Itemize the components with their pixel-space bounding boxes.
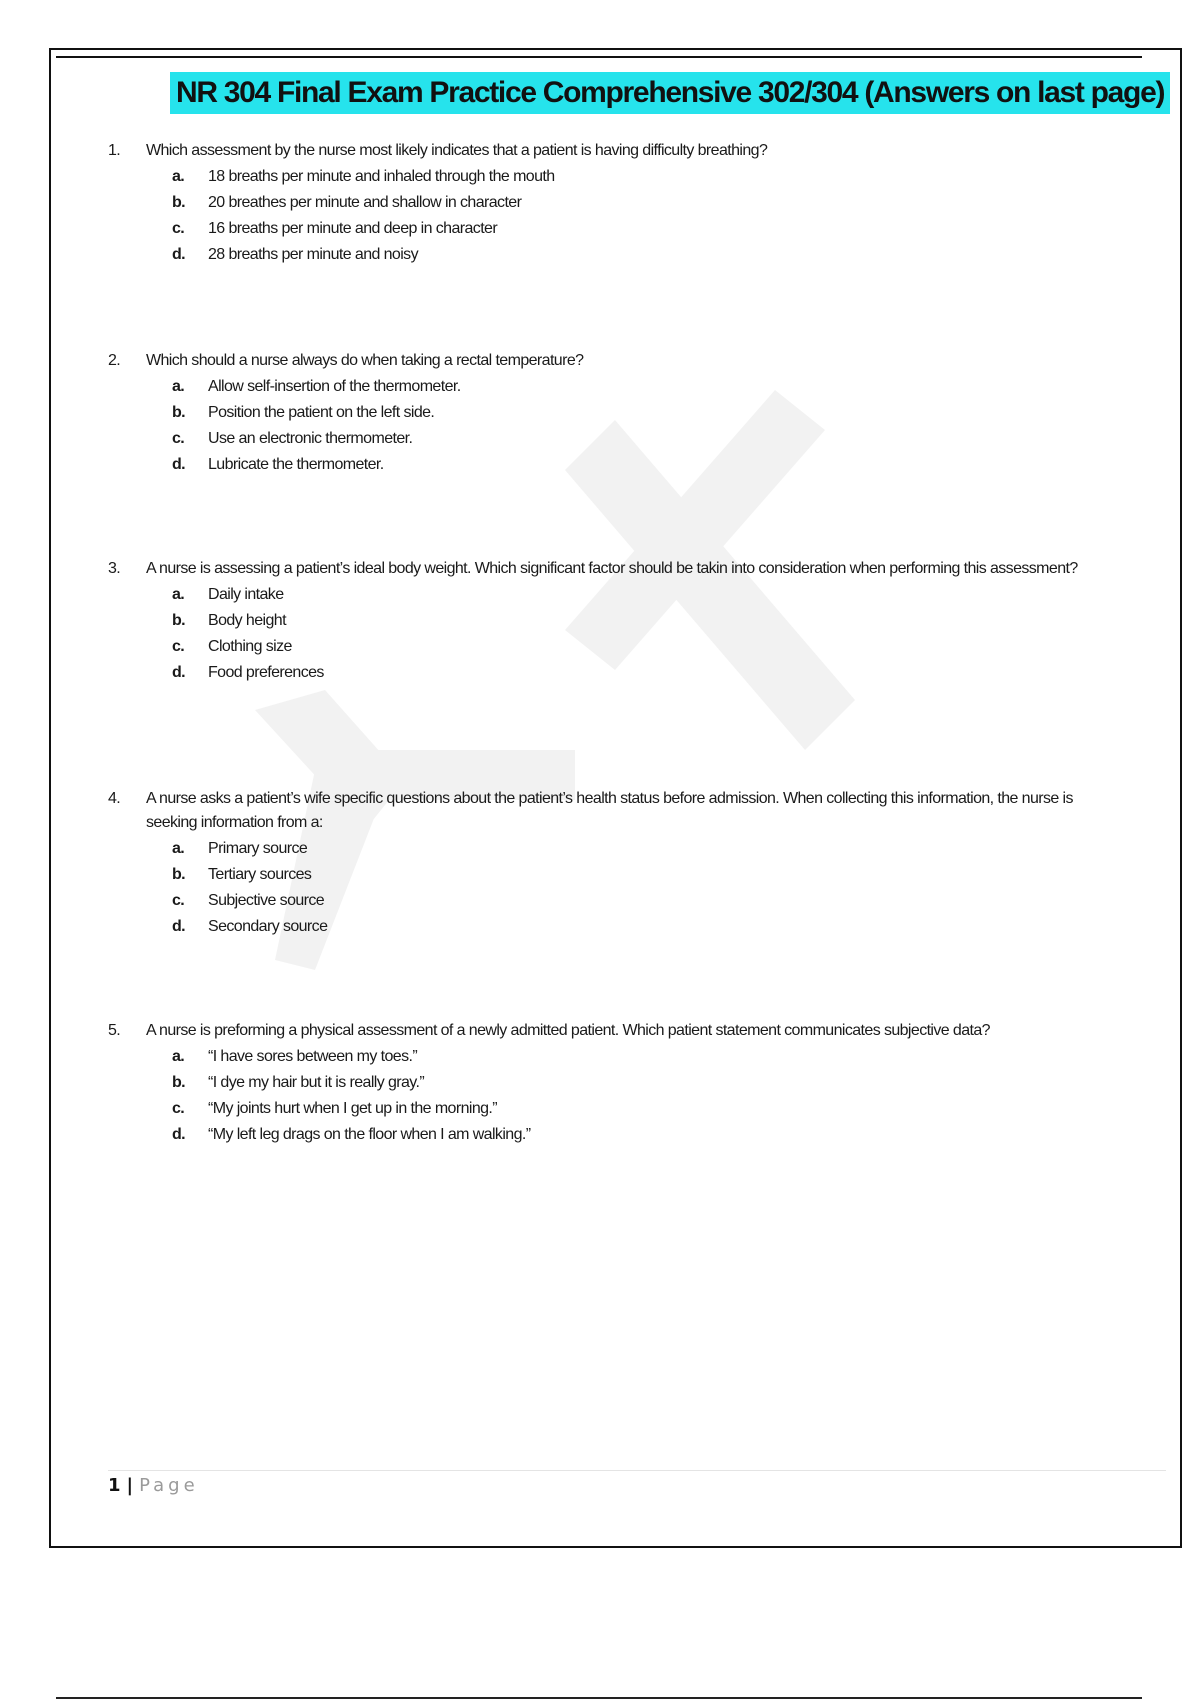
option-letter: a. <box>172 586 185 603</box>
option-letter: d. <box>172 1126 186 1143</box>
option-text: Food preferences <box>208 664 324 681</box>
option-letter: b. <box>172 612 186 629</box>
question-5 <box>108 1019 1118 1149</box>
option-letter: a. <box>172 168 185 185</box>
option-letter: c. <box>172 1100 185 1117</box>
answer-option-a <box>172 165 1118 191</box>
question-number: 1. <box>108 142 121 159</box>
answer-options <box>172 165 1118 269</box>
question-3 <box>108 557 1118 687</box>
option-text: Primary source <box>208 840 308 857</box>
question-number: 5. <box>108 1022 121 1039</box>
option-letter: d. <box>172 664 186 681</box>
page-number: 1 <box>108 1475 121 1496</box>
answer-option-d <box>172 661 1118 687</box>
option-letter: b. <box>172 194 186 211</box>
option-letter: c. <box>172 638 185 655</box>
option-letter: a. <box>172 378 185 395</box>
question-text: Which should a nurse always do when taking a rectal temperature? <box>146 352 584 369</box>
page-label: Page <box>139 1475 199 1496</box>
answer-options <box>172 583 1118 687</box>
answer-options <box>172 837 1118 941</box>
footer-rule <box>108 1470 1166 1471</box>
answer-option-a <box>172 1045 1118 1071</box>
answer-option-c <box>172 889 1118 915</box>
option-letter: d. <box>172 918 186 935</box>
option-letter: c. <box>172 220 185 237</box>
option-letter: c. <box>172 892 185 909</box>
option-letter: a. <box>172 1048 185 1065</box>
answer-option-b <box>172 401 1118 427</box>
option-letter: d. <box>172 246 186 263</box>
answer-option-d <box>172 453 1118 479</box>
option-text: “I dye my hair but it is really gray.” <box>208 1074 425 1091</box>
question-text: A nurse is preforming a physical assessment of a newly admitted patient. Which patient statement communicates subjective data? <box>146 1022 990 1039</box>
answer-option-b <box>172 609 1118 635</box>
option-text: Allow self-insertion of the thermometer. <box>208 378 461 395</box>
option-text: Secondary source <box>208 918 328 935</box>
question-text: A nurse is assessing a patient’s ideal body weight. Which significant factor should be takin into consideration when performing this assessment? <box>146 560 1078 577</box>
answer-option-b <box>172 1071 1118 1097</box>
option-text: 20 breathes per minute and shallow in character <box>208 194 522 211</box>
footer-separator: | <box>126 1475 134 1496</box>
option-text: Tertiary sources <box>208 866 312 883</box>
question-number: 2. <box>108 352 121 369</box>
answer-option-a <box>172 583 1118 609</box>
option-text: “My left leg drags on the floor when I am walking.” <box>208 1126 531 1143</box>
answer-options <box>172 1045 1118 1149</box>
option-text: Use an electronic thermometer. <box>208 430 413 447</box>
page-footer <box>108 1474 199 1498</box>
answer-option-b <box>172 191 1118 217</box>
option-letter: d. <box>172 456 186 473</box>
option-text: Body height <box>208 612 286 629</box>
bottom-rule <box>56 1697 1142 1699</box>
answer-option-c <box>172 635 1118 661</box>
option-text: 28 breaths per minute and noisy <box>208 246 418 263</box>
question-text: A nurse asks a patient’s wife specific questions about the patient’s health status before admission. When collecting this information, the nurse is seeking information from a: <box>146 790 1073 831</box>
answer-option-c <box>172 1097 1118 1123</box>
option-text: “I have sores between my toes.” <box>208 1048 418 1065</box>
option-text: Daily intake <box>208 586 284 603</box>
option-letter: c. <box>172 430 185 447</box>
question-number: 4. <box>108 790 121 807</box>
answer-option-b <box>172 863 1118 889</box>
question-text: Which assessment by the nurse most likely indicates that a patient is having difficulty breathing? <box>146 142 768 159</box>
top-rule <box>56 56 1142 58</box>
answer-option-a <box>172 837 1118 863</box>
answer-options <box>172 375 1118 479</box>
document-title: NR 304 Final Exam Practice Comprehensive 302/304 (Answers on last page) <box>170 72 1170 114</box>
question-4 <box>108 787 1118 941</box>
option-text: Clothing size <box>208 638 292 655</box>
option-letter: b. <box>172 866 186 883</box>
option-text: “My joints hurt when I get up in the morning.” <box>208 1100 497 1117</box>
option-text: Lubricate the thermometer. <box>208 456 384 473</box>
question-number: 3. <box>108 560 121 577</box>
answer-option-d <box>172 1123 1118 1149</box>
option-text: Position the patient on the left side. <box>208 404 435 421</box>
answer-option-c <box>172 217 1118 243</box>
question-1 <box>108 139 1118 269</box>
answer-option-c <box>172 427 1118 453</box>
option-letter: b. <box>172 404 186 421</box>
answer-option-a <box>172 375 1118 401</box>
answer-option-d <box>172 915 1118 941</box>
option-text: 16 breaths per minute and deep in character <box>208 220 498 237</box>
option-letter: b. <box>172 1074 186 1091</box>
option-text: Subjective source <box>208 892 325 909</box>
answer-option-d <box>172 243 1118 269</box>
question-2 <box>108 349 1118 479</box>
option-text: 18 breaths per minute and inhaled through the mouth <box>208 168 555 185</box>
option-letter: a. <box>172 840 185 857</box>
